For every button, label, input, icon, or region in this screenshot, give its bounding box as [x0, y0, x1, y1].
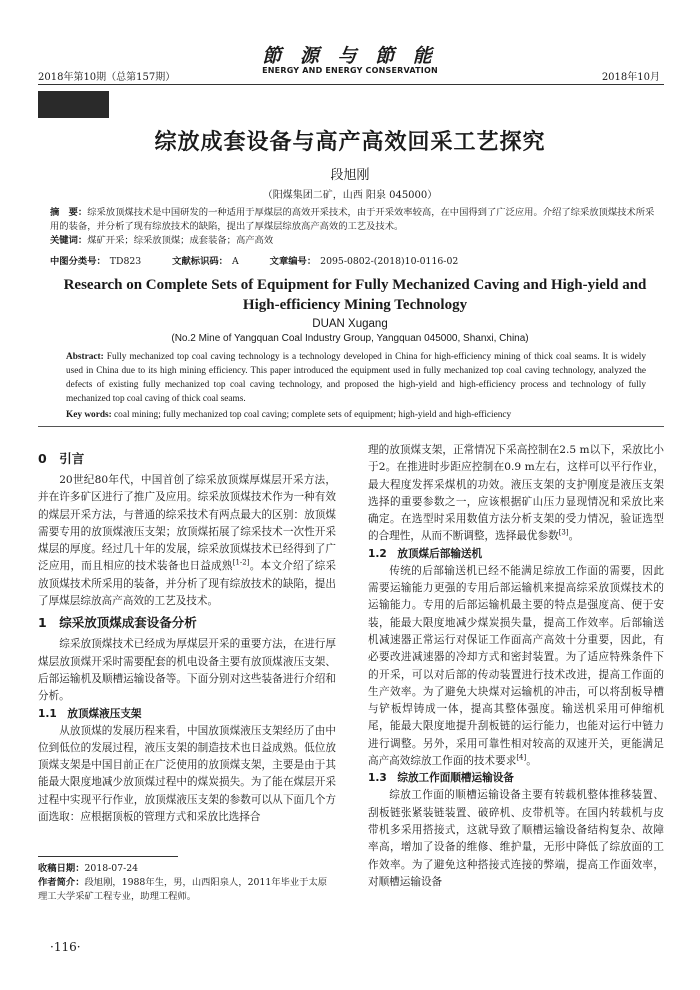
section-block-mark: [38, 91, 109, 118]
citation-ref: [3]: [558, 528, 569, 537]
doc-code-value: A: [231, 256, 239, 267]
journal-name-en: ENERGY AND ENERGY CONSERVATION: [262, 66, 438, 75]
footnote-divider: [38, 856, 178, 857]
received-label: 收稿日期：: [38, 863, 85, 874]
section-1-heading: 1 综采放顶煤成套设备分析: [38, 615, 197, 631]
section-1-1-heading: 1.1 放顶煤液压支架: [38, 707, 142, 720]
keywords-en-label: Key words:: [66, 410, 112, 420]
right-column: [368, 442, 664, 891]
section-1-3-heading: 1.3 综放工作面顺槽运输设备: [368, 772, 514, 785]
section-0-paragraph: 20世纪80年代，中国首创了综采放顶煤厚煤层开采方法，并在许多矿区进行了推广及应用。综采放顶煤技术作为一种有效的煤层开采方法，与普通的综采技术有两点最大的区别：放顶煤需要专用的放顶煤液压支架；放顶煤拓展了综采技术一次性开采煤层的厚度。经过几十年的发展，综采放顶煤技术已经得到了广泛应用，而且相应的技术装备也日益成熟[1-2]。本文介绍了综采放顶煤技术所采用的装备，并分析了现有综放技术的缺陷，提出了厚煤层综放高产高效的工艺及技术。: [38, 474, 337, 608]
section-1-paragraph: 综采放顶煤技术已经成为厚煤层开采的重要方法，在进行厚煤层放顶煤开采时需要配套的机电设备主要有放顶煤液压支架、后部运输机及顺槽运输设备等。下面分别对这些装备进行介绍和分析。: [38, 638, 336, 703]
affiliation-cn: （阳煤集团二矿，山西 阳泉 045000）: [262, 190, 438, 201]
article-no-label: 文章编号：: [269, 256, 317, 267]
keywords-cn-text: 煤矿开采；综采放顶煤；成套装备；高产高效: [87, 235, 274, 246]
abstract-cn-label: 摘 要：: [50, 207, 88, 218]
issue-date: 2018年10月: [601, 72, 660, 83]
clc-label: 中图分类号：: [50, 256, 106, 267]
abstract-divider: [38, 426, 664, 427]
footnote: [38, 862, 336, 904]
section-1-1-paragraph: 从放顶煤的发展历程来看，中国放顶煤液压支架经历了由中位到低位的发展过程，液压支架的制造技术也日益成熟。低位放顶煤支架是中国目前正在广泛使用的放顶煤支架，主要是由于其能最大限度地减少放顶煤过程中的煤炭损失。为了能在煤层开采过程中实现平行作业，放顶煤液压支架的参数可以从下面几个方面选取：应根据顶板的管理方式和采放比选择合: [38, 724, 336, 824]
abstract-en-text: Fully mechanized top coal caving technology is a technology developed in China for high-efficiency mining of thick coal seams. It is widely used in China due to its high mining efficiency. This paper introduced the equipment used in fully mechanized top coal caving technology, analyzed the defects of existing fully mechanized top coal caving technology, and proposed the high-yield and high-efficiency process and technology of fully mechanized top coal caving of thick coal seams.: [66, 352, 646, 404]
abstract-cn: [50, 206, 660, 248]
author-bio: 段旭刚，1988年生，男，山西阳泉人，2011年毕业于太原理工大学采矿工程专业，助理工程师。: [38, 877, 328, 902]
citation-ref: [1-2]: [232, 558, 250, 567]
keywords-en: [66, 408, 646, 422]
keywords-cn-label: 关键词：: [50, 235, 88, 246]
citation-ref: [4]: [516, 753, 527, 762]
section-1-2-heading: 1.2 放顶煤后部输送机: [368, 547, 483, 560]
section-1-2-paragraph: 传统的后部输送机已经不能满足综放工作面的需要，因此需要运输能力更强的专用后部运输机来提高综采放顶煤技术的运输能力。专用的后部运输机最主要的特点是强度高、便于安装，能最大限度地减少煤炭损失量，提高工作效率。后部输送机减速器正常运行对保证工作面高产高效十分重要，因此，有必要改进减速器的冷却方式和密封装置。为了适应特殊条件下的开采，可以对后部的传动装置进行技术改进，提高工作面的生产效率。为了避免大块煤对运输机的冲击，可以将刮板导槽与铲板焊铸成一体，提高其整体强度。输送机采用可伸缩机尾，能最大限度地提升刮板链的运行能力，也能对运行中链力进行调整。另外，采用可靠性相对较高的双速开关，更能满足高产高效综放工作面的技术要求[4]。: [368, 564, 664, 768]
affiliation-en: (No.2 Mine of Yangquan Coal Industry Group, Yangquan 045000, Shanxi, China): [171, 333, 529, 344]
abstract-en: [66, 350, 646, 406]
keywords-en-text: coal mining; fully mechanized top coal caving; complete sets of equipment; high-yield and high-efficiency: [114, 410, 512, 420]
page-number: ·116·: [50, 940, 81, 954]
header-divider: [38, 84, 664, 85]
article-no-value: 2095-0802-(2018)10-0116-02: [320, 256, 459, 267]
section-1-3-paragraph: 综放工作面的顺槽运输设备主要有转载机整体推移装置、刮板链张紧装链装置、破碎机、皮带机等。在国内转载机与皮带机多采用搭接式，这就导致了顺槽运输设备结构复杂、故障率高，增加了设备的维修、维护量，无形中降低了综放面的工作效率。为了避免这种搭接式连接的弊端，提高工作面效率，对顺槽运输设备: [368, 789, 664, 888]
classification-row: [50, 253, 660, 267]
section-0-heading: 0 引言: [38, 451, 85, 466]
journal-masthead: [0, 46, 700, 75]
issue-info: 2018年第10期（总第157期）: [38, 72, 176, 83]
clc-value: TD823: [109, 256, 142, 267]
abstract-cn-text: 综采放顶煤技术是中国研发的一种适用于厚煤层的高效开采技术，由于开采效率较高，在中国得到了广泛应用。介绍了综采放顶煤技术所采用的装备，并分析了现有综放技术的缺陷，提出了厚煤层综放高产高效的工艺及技术。: [50, 207, 655, 232]
author-en: DUAN Xugang: [312, 318, 388, 330]
author-cn: 段旭刚: [330, 168, 370, 183]
doc-code-label: 文献标识码：: [172, 256, 228, 267]
received-date: 2018-07-24: [84, 863, 139, 874]
abstract-en-label: Abstract:: [66, 352, 104, 362]
paper-title-cn: 综放成套设备与高产高效回采工艺探究: [154, 130, 546, 155]
section-1-1-continued: 理的放顶煤支架，正常情况下采高控制在2.5 m以下，采放比小于2。在推进时步距应控制在0.9 m左右，这样可以平行作业，最大程度发挥采煤机的功效。液压支架的支护刚度是液压支架选择的重要参数之一，应该根据矿山压力显现情况和采放比来确定。在选型时采用数值方法分析支架的受力情况，验证选型的合理性，从而不断调整，选择最优参数[3]。: [368, 444, 664, 543]
journal-logo-cn: 節 源 与 節 能: [262, 45, 438, 67]
left-column: [38, 446, 336, 826]
author-bio-label: 作者简介：: [38, 877, 85, 888]
paper-title-en: Research on Complete Sets of Equipment for Fully Mechanized Caving and High-yield and High-efficiency Mining Technology: [63, 277, 647, 313]
